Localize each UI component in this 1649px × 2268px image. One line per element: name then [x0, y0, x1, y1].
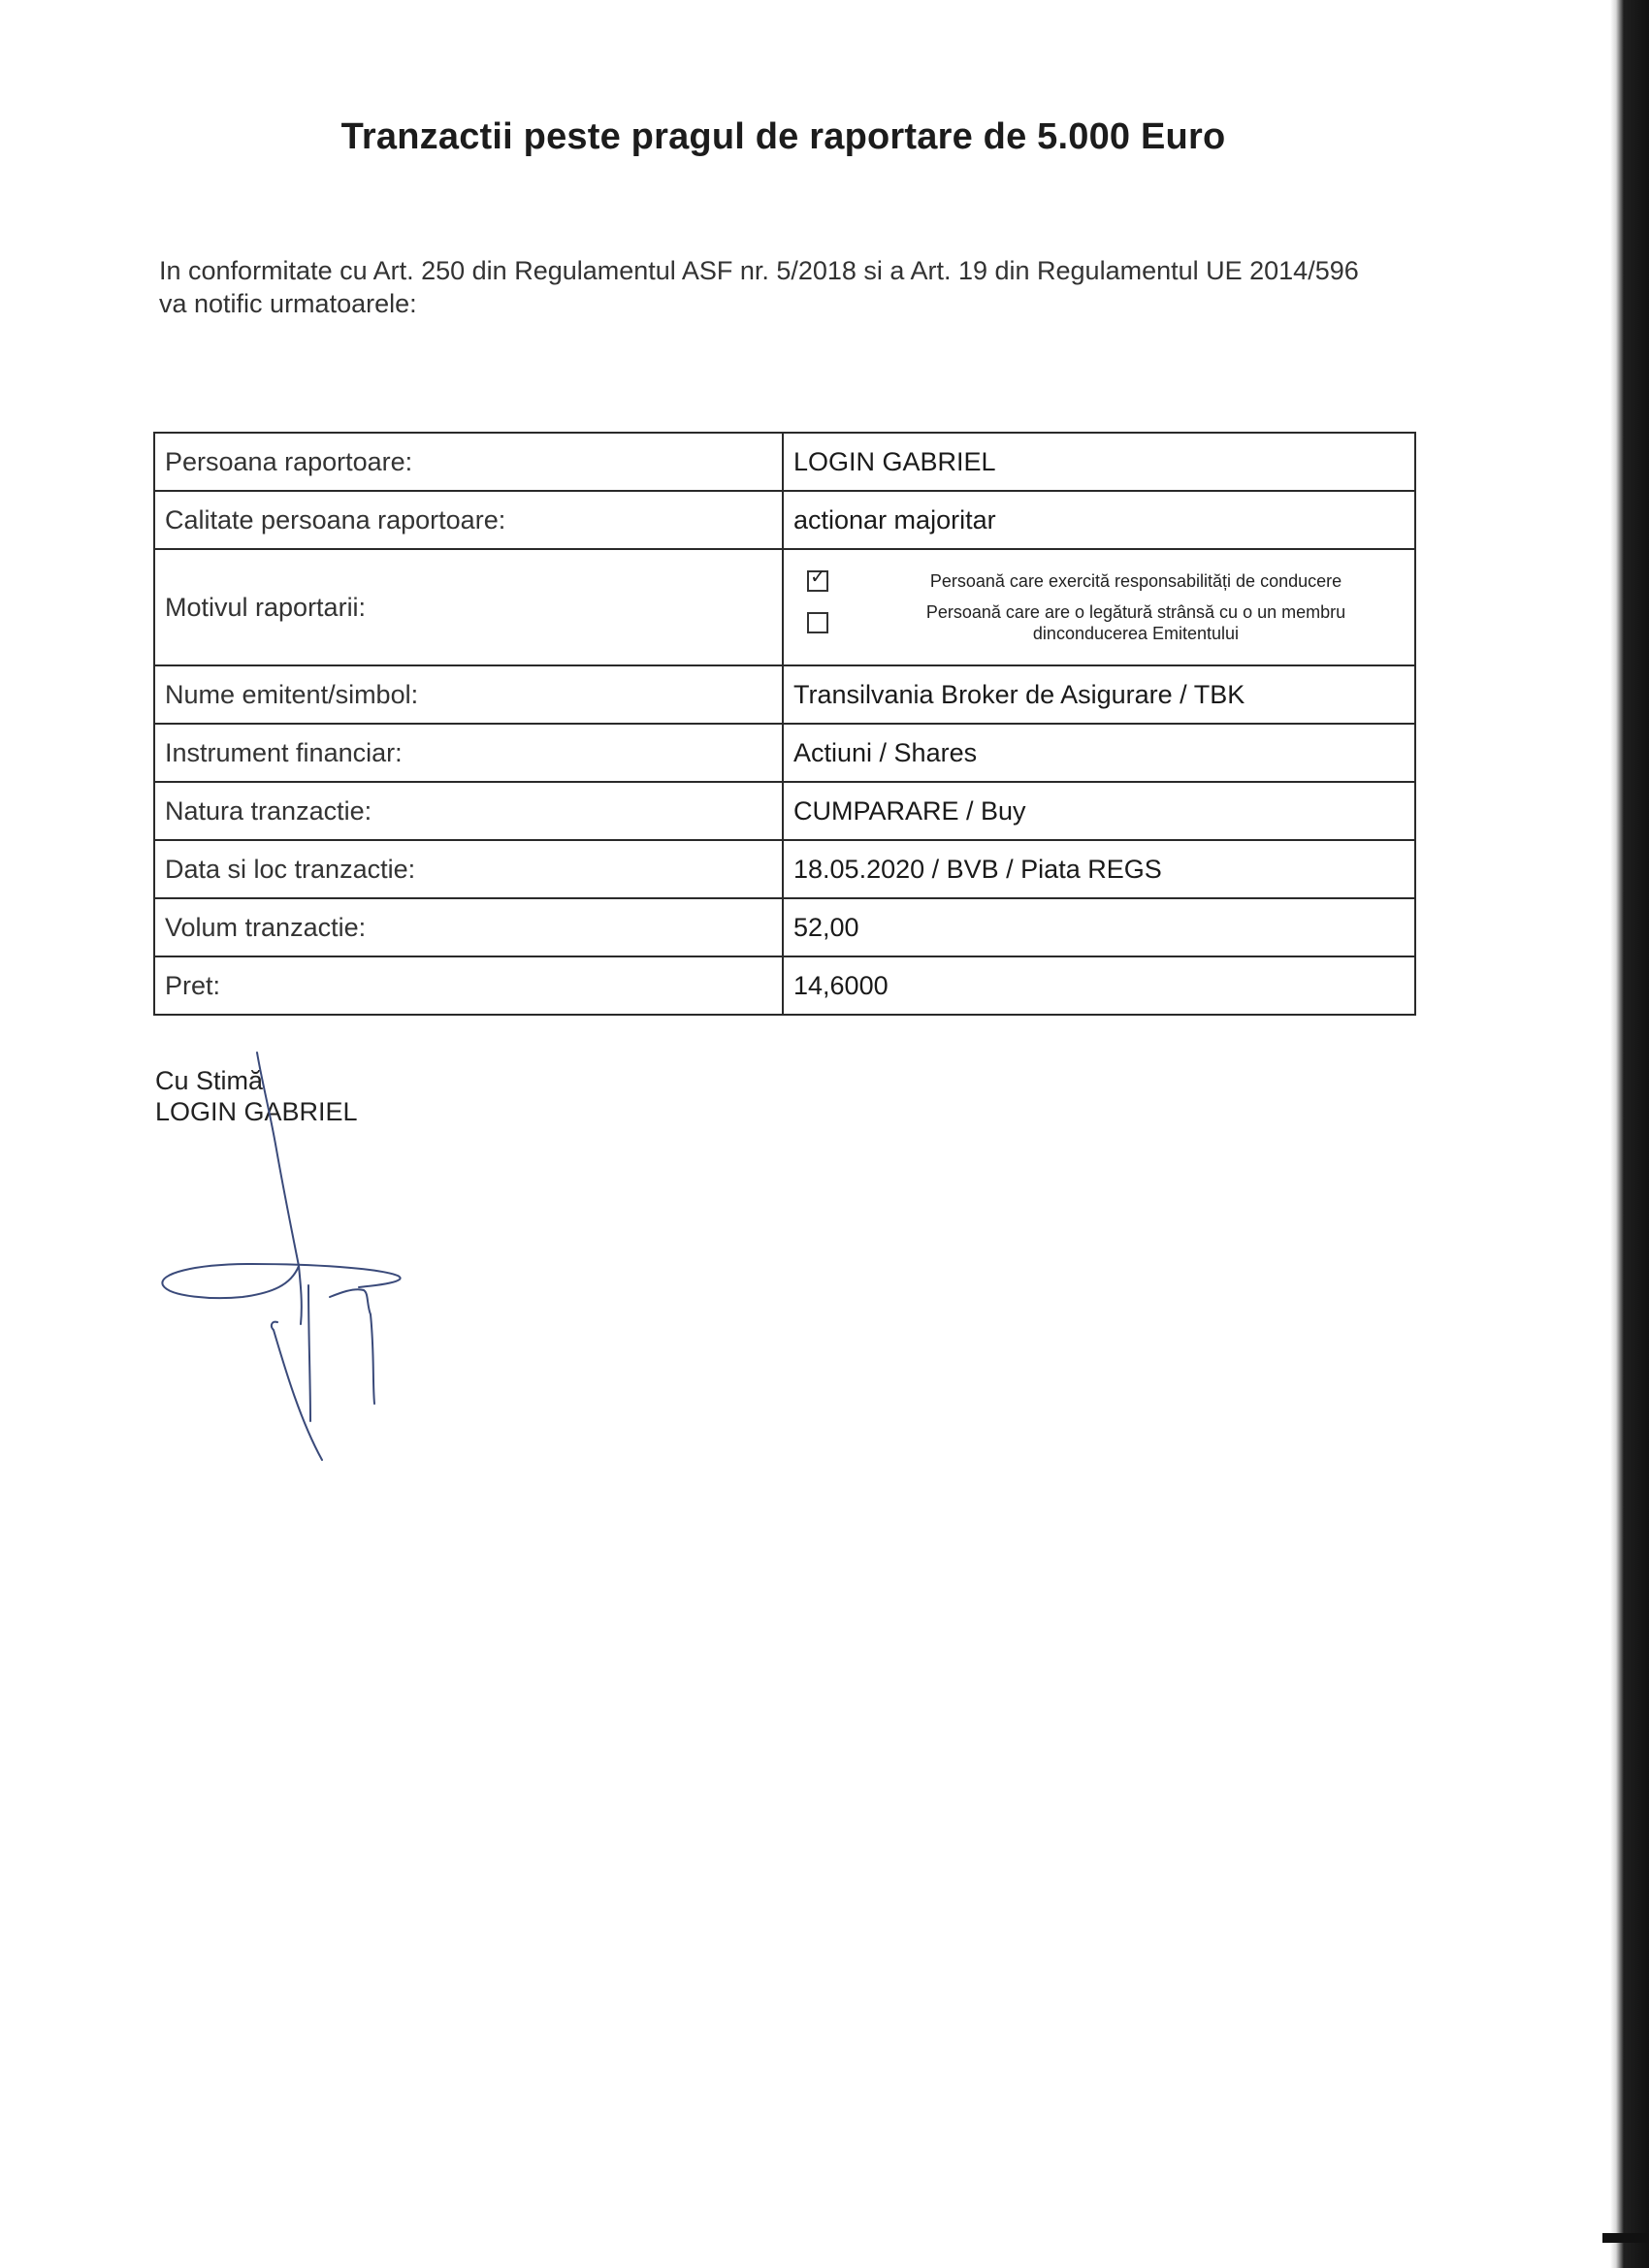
scan-edge-mark: [1602, 2233, 1649, 2243]
data-value: 18.05.2020 / BVB / Piata REGS: [783, 840, 1415, 898]
check-icon: ✓: [810, 567, 826, 588]
data-label: Data si loc tranzactie:: [154, 840, 783, 898]
checkbox-checked[interactable]: [807, 567, 828, 592]
pret-label: Pret:: [154, 956, 783, 1015]
table-row: [154, 491, 1415, 549]
calitate-label: Calitate persoana raportoare:: [154, 491, 783, 549]
pret-value: 14,6000: [783, 956, 1415, 1015]
table-row: [154, 898, 1415, 956]
document-title: Tranzactii peste pragul de raportare de 5.000 Euro: [340, 116, 1226, 157]
motiv-option: [793, 567, 1405, 592]
table-row: [154, 549, 1415, 665]
checkbox-unchecked[interactable]: [807, 612, 828, 633]
intro-line-1: In conformitate cu Art. 250 din Regulamentul ASF nr. 5/2018 si a Art. 19 din Regulamentul UE 2014/596: [159, 256, 1359, 285]
calitate-value: actionar majoritar: [783, 491, 1415, 549]
volum-label: Volum tranzactie:: [154, 898, 783, 956]
table-row: [154, 956, 1415, 1015]
intro-line-2: va notific urmatoarele:: [159, 289, 417, 318]
motiv-option-text: Persoană care are o legătură strânsă cu o un membru dinconducerea Emitentului: [925, 602, 1346, 643]
report-table: [153, 432, 1416, 1016]
motiv-option-text: Persoană care exercită responsabilități de conducere: [929, 571, 1342, 591]
motiv-label: Motivul raportarii:: [154, 549, 783, 665]
table-row: [154, 433, 1415, 491]
persoana-value: LOGIN GABRIEL: [783, 433, 1415, 491]
scan-edge: [1610, 0, 1649, 2268]
instrument-label: Instrument financiar:: [154, 724, 783, 782]
volum-value: 52,00: [783, 898, 1415, 956]
emitent-label: Nume emitent/simbol:: [154, 665, 783, 724]
closing-name: LOGIN GABRIEL: [155, 1097, 358, 1126]
table-row: [154, 840, 1415, 898]
motiv-option: [793, 601, 1405, 644]
table-row: [154, 782, 1415, 840]
persoana-label: Persoana raportoare:: [154, 433, 783, 491]
natura-label: Natura tranzactie:: [154, 782, 783, 840]
table-row: [154, 724, 1415, 782]
intro-paragraph: [159, 254, 1420, 320]
table-row: [154, 665, 1415, 724]
natura-value: CUMPARARE / Buy: [783, 782, 1415, 840]
motiv-options: [783, 549, 1415, 665]
emitent-value: Transilvania Broker de Asigurare / TBK: [783, 665, 1415, 724]
closing-greeting: Cu Stimă: [155, 1066, 264, 1095]
signature-icon: [155, 1043, 427, 1470]
instrument-value: Actiuni / Shares: [783, 724, 1415, 782]
